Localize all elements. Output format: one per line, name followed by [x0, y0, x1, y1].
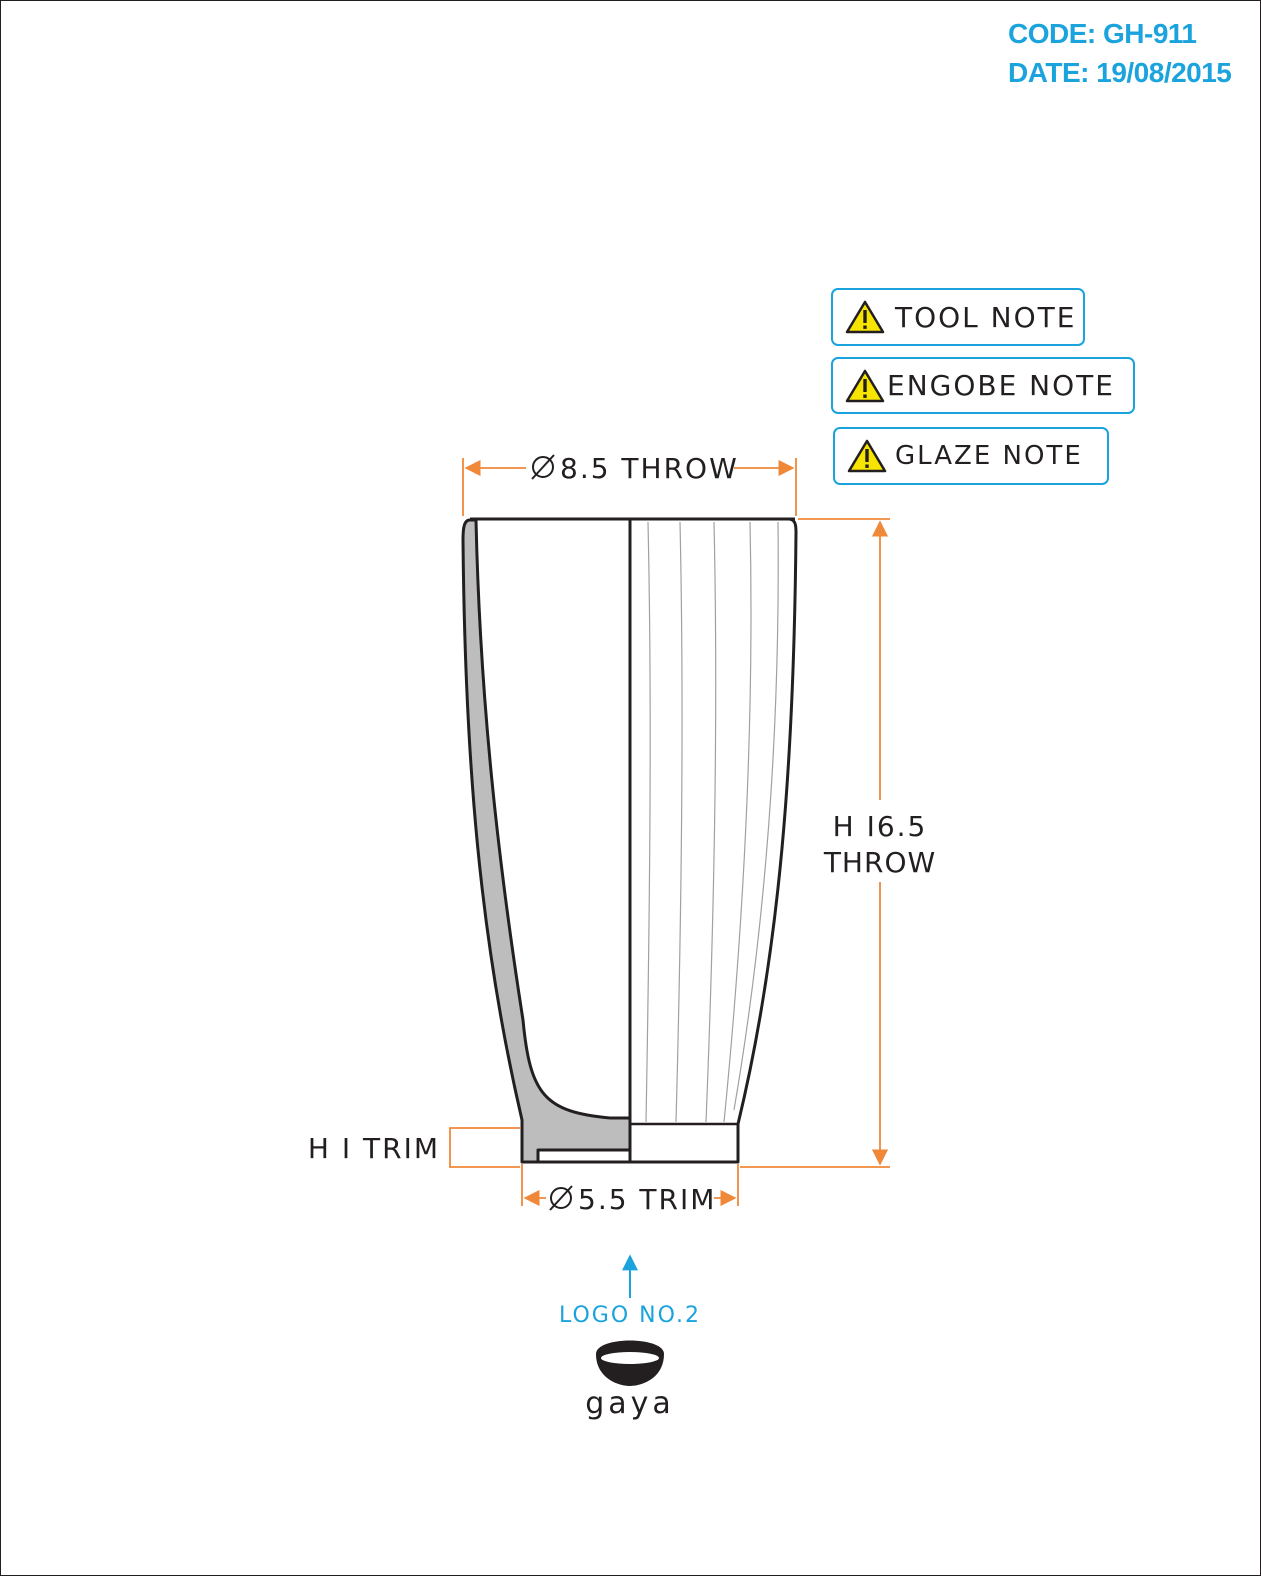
- foot-diameter-label: 5.5 TRIM: [578, 1183, 717, 1216]
- glaze-note-label: GLAZE NOTE: [895, 441, 1083, 471]
- trim-height-label: H I TRIM: [307, 1132, 440, 1165]
- gaya-logo-icon: [596, 1341, 664, 1387]
- product-code: CODE: GH-911: [1008, 18, 1197, 49]
- brand-name: gaya: [585, 1386, 675, 1421]
- trim-height-dimension: [308, 1128, 520, 1167]
- height-label-line1: H I6.5: [832, 810, 928, 843]
- drawing-date: DATE: 19/08/2015: [1008, 57, 1232, 88]
- section-wall: [463, 520, 630, 1162]
- elevation-outline: [630, 519, 796, 1162]
- logo-callout: [559, 1256, 701, 1328]
- foot-diameter-dimension: [522, 1164, 738, 1216]
- tool-note-label: TOOL NOTE: [895, 300, 1077, 334]
- height-label-line2: THROW: [823, 846, 937, 879]
- height-dimension: [740, 519, 936, 1167]
- top-diameter-dimension: [463, 452, 796, 516]
- logo-callout-label: LOGO NO.2: [558, 1303, 702, 1328]
- top-diameter-label: 8.5 THROW: [560, 452, 739, 485]
- engobe-note-label: ENGOBE NOTE: [887, 369, 1115, 402]
